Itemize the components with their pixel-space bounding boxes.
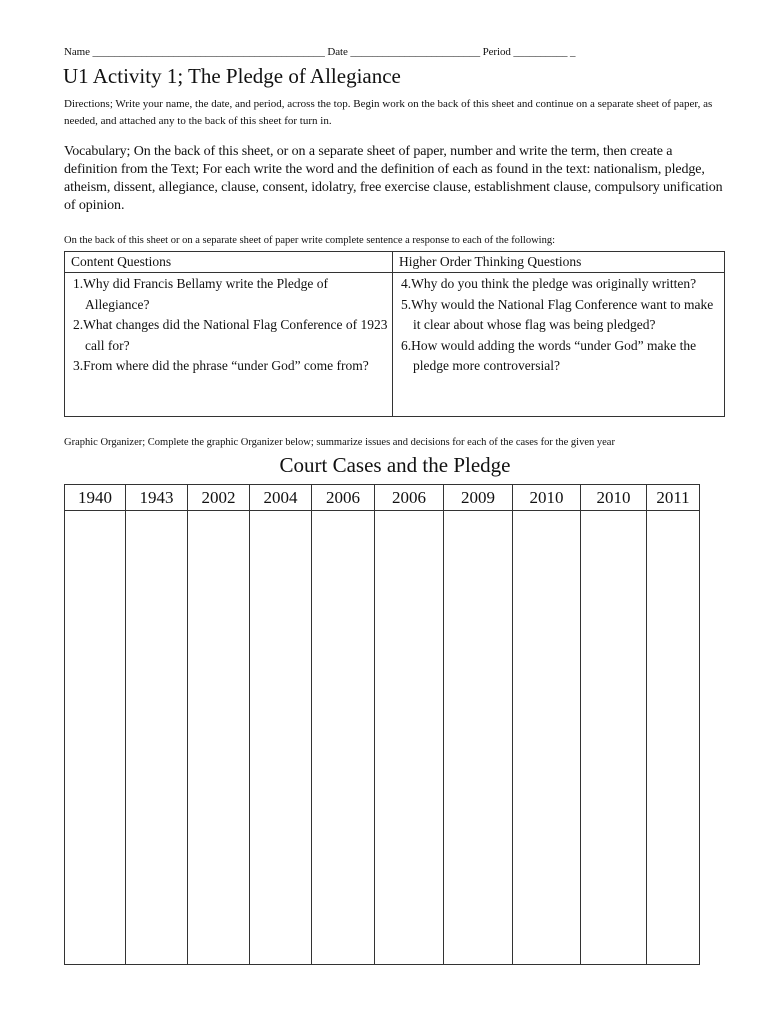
content-questions-list	[65, 273, 392, 377]
case-summary-cell[interactable]	[513, 511, 581, 965]
page-title: U1 Activity 1; The Pledge of Allegiance	[63, 64, 401, 88]
case-summary-cell[interactable]	[647, 511, 700, 965]
directions-text: Directions; Write your name, the date, and period, across the top. Begin work on the back of this sheet and continue on a separate sheet of paper, as needed, and attached any to the back of this sheet for turn in.	[64, 98, 713, 127]
case-summary-cell[interactable]	[444, 511, 513, 965]
year-header: 2010	[513, 485, 581, 511]
year-header: 2004	[250, 485, 312, 511]
year-header: 2006	[375, 485, 444, 511]
year-header-row	[65, 485, 700, 511]
name-date-period-line: Name ___________________________________________ Date ________________________ Period __________ _	[64, 46, 576, 58]
case-summary-cell[interactable]	[126, 511, 188, 965]
year-header: 1943	[126, 485, 188, 511]
year-header: 2002	[188, 485, 250, 511]
case-summary-cell[interactable]	[581, 511, 647, 965]
higher-order-questions-list	[393, 273, 724, 377]
year-header: 1940	[65, 485, 126, 511]
question-item: 5.Why would the National Flag Conference want to make it clear about whose flag was being pledged?	[401, 296, 714, 332]
year-header: 2006	[312, 485, 375, 511]
question-item: 3.From where did the phrase “under God” come from?	[73, 358, 369, 373]
question-item: 1.Why did Francis Bellamy write the Pledge of Allegiance?	[73, 276, 328, 312]
questions-table	[64, 251, 725, 417]
year-header: 2011	[647, 485, 700, 511]
case-summary-cell[interactable]	[375, 511, 444, 965]
questions-instruction: On the back of this sheet or on a separate sheet of paper write complete sentence a response to each of the following:	[64, 235, 555, 246]
content-questions-heading: Content Questions	[65, 252, 392, 273]
case-summary-cell[interactable]	[65, 511, 126, 965]
case-summary-cell[interactable]	[312, 511, 375, 965]
summary-row	[65, 511, 700, 965]
court-cases-organizer-table	[64, 484, 700, 965]
year-header: 2010	[581, 485, 647, 511]
organizer-instruction: Graphic Organizer; Complete the graphic Organizer below; summarize issues and decisions for each of the cases for the given year	[64, 437, 615, 448]
higher-order-questions-column	[393, 252, 724, 416]
question-item: 6.How would adding the words “under God” make the pledge more controversial?	[401, 337, 697, 373]
year-header: 2009	[444, 485, 513, 511]
vocabulary-text: Vocabulary; On the back of this sheet, or on a separate sheet of paper, number and write the term, then create a definition from the Text; For each write the word and the definition of each as found in the text: nationalism, pledge, atheism, dissent, allegiance, clause, consent, idolatry, free exercise clause, establishment clause, compulsory unification of opinion.	[64, 144, 723, 213]
question-item: 4.Why do you think the pledge was originally written?	[401, 276, 697, 291]
question-item: 2.What changes did the National Flag Conference of 1923 call for?	[73, 317, 388, 353]
case-summary-cell[interactable]	[188, 511, 250, 965]
content-questions-column	[65, 252, 393, 416]
organizer-title: Court Cases and the Pledge	[279, 453, 511, 477]
higher-order-questions-heading: Higher Order Thinking Questions	[393, 252, 724, 273]
case-summary-cell[interactable]	[250, 511, 312, 965]
